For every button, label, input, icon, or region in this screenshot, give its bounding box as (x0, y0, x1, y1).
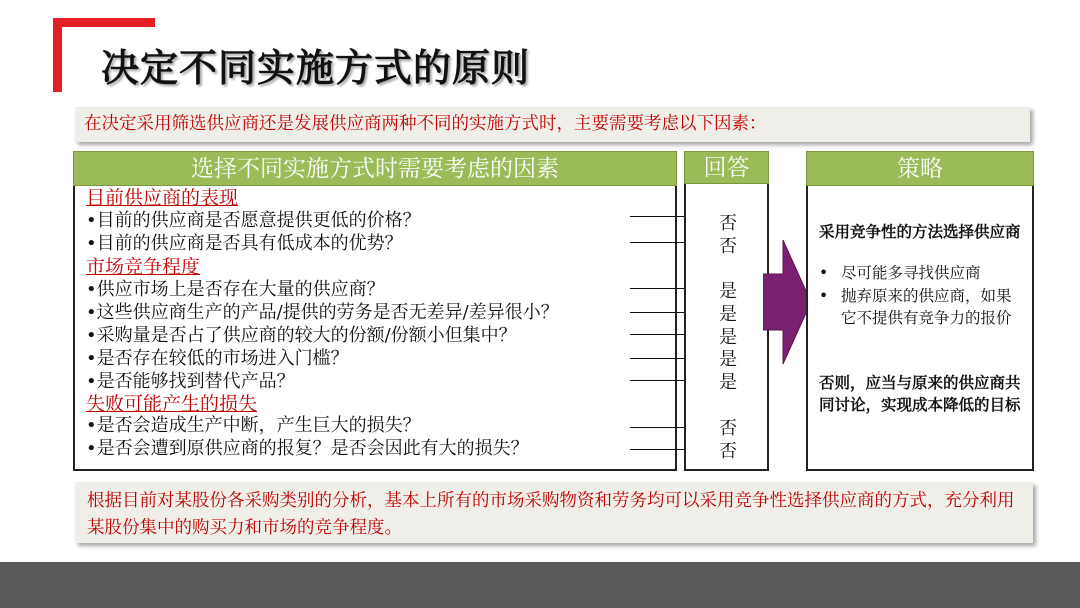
answers-header: 回答 (684, 151, 769, 184)
strategy-otherwise: 否则，应当与原来的供应商共同讨论，实现成本降低的目标 (819, 373, 1021, 414)
intro-banner: 在决定采用筛选供应商还是发展供应商两种不同的实施方式时，主要需要考虑以下因素： (75, 107, 1030, 142)
answer-value: 否 (719, 236, 737, 257)
strategy-bullet: 尽可能多寻找供应商 (841, 264, 981, 282)
strategy-intro: 采用竞争性的方法选择供应商 (819, 222, 1021, 241)
factor-item: •目前的供应商是否愿意提供更低的价格？ (86, 210, 421, 231)
answer-value: 是 (719, 327, 737, 348)
factors-header: 选择不同实施方式时需要考虑的因素 (73, 151, 677, 186)
factor-item: •采购量是否占了供应商的较大的份额/份额小但集中？ (86, 325, 517, 346)
section-title-current-supplier: 目前供应商的表现 (86, 187, 239, 209)
factor-item: •目前的供应商是否具有低成本的优势？ (86, 233, 403, 254)
strategy-bullet: 抛弃原来的供应商，如果它不提供有竞争力的报价 (841, 287, 1012, 327)
factor-item: •是否能够找到替代产品？ (86, 371, 295, 392)
answer-value: 否 (719, 441, 737, 462)
big-arrow-right-icon (763, 240, 811, 364)
page-title: 决定不同实施方式的原则 (101, 46, 531, 90)
factor-item: •供应市场上是否存在大量的供应商？ (86, 279, 385, 300)
answer-value: 是 (719, 349, 737, 370)
answer-value: 是 (719, 281, 737, 302)
section-title-failure-loss: 失败可能产生的损失 (86, 393, 258, 415)
conclusion-banner: 根据目前对某股份各采购类别的分析，基本上所有的市场采购物资和劳务均可以采用竞争性选择供应商的方式，充分利用某股份集中的购买力和市场的竞争程度。 (75, 482, 1033, 543)
factor-item: •是否存在较低的市场进入门槛？ (86, 348, 349, 369)
title-bracket-left (53, 18, 62, 92)
section-title-market-competition: 市场竞争程度 (86, 256, 201, 278)
footer-bar (0, 562, 1080, 608)
answer-value: 否 (719, 213, 737, 234)
answer-value: 是 (719, 372, 737, 393)
answer-value: 否 (719, 418, 737, 439)
factor-item: •这些供应商生产的产品/提供的劳务是否无差异/差异很小？ (86, 302, 559, 323)
answer-value: 是 (719, 304, 737, 325)
factor-item: •是否会遭到原供应商的报复？是否会因此有大的损失？ (86, 438, 529, 459)
title-bracket-top (53, 18, 155, 27)
bullet-icon: • (819, 264, 829, 282)
factor-item: •是否会造成生产中断，产生巨大的损失？ (86, 415, 421, 436)
strategy-header: 策略 (806, 151, 1034, 186)
bullet-icon: • (819, 287, 829, 305)
